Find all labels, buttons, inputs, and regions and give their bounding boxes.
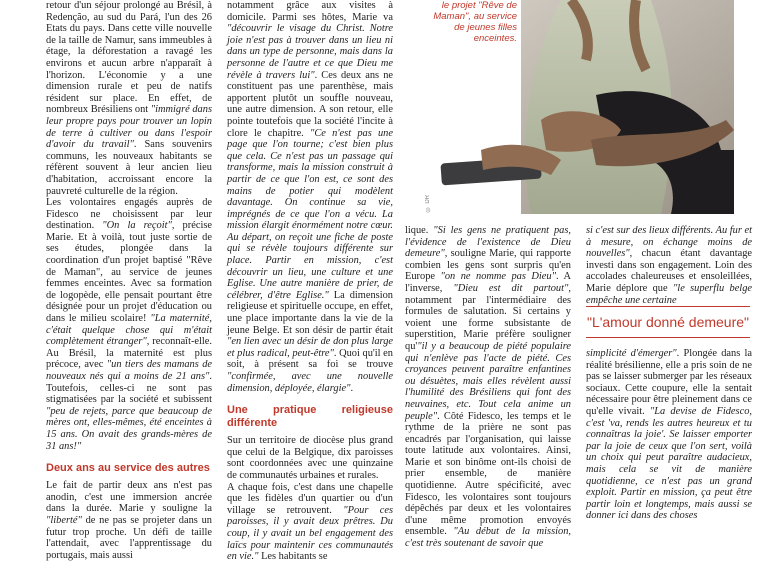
paragraph: lique. "Si les gens ne pratiquent pas, l'évidence de l'existence de Dieu demeure", souligne Marie, qui rapporte combien les gens sont surpris qu'en Europe "on ne nomme pas Dieu". A l'inverse, "Dieu est dit partout", notamment par l'intermédiaire des formules de salutation. Si certains y voient une forme subsistante de superstition, Marie préfère souligner qu'"il y a beaucoup de piété populaire qui n'enlève pas l'acte de piété. Ces croyances peuvent paraître enfantines ou désuètes, mais elles révèlent aussi l'humilité des Brésiliens qui font des neuvaines, etc. Tout cela anime un peuple". Côté Fidesco, les temps et le rythme de la prière ne sont pas encadrés par l'organisation, qui laisse toute latitude aux volontaires. Ainsi, Marie et son binôme ont-ils choisi de prier ensemble, de manière quotidienne. Autre spécificité, avec Fidesco, les volontaires sont toujours dépêchés par deux et les volontaires d'une même promotion envoyés ensemble. "Au début de la mission, c'est très soutenant de savoir que bbox=[405, 225, 572, 550]
pull-quote: "L'amour donné demeure" bbox=[586, 306, 750, 338]
paragraph: Les volontaires engagés auprès de Fidesco ne choisissent par leur destination. "On la reçoit", précise Marie. Et à voilà, tout juste sortie de ses études, plongée dans la coordination d'un projet baptisé "Rêve de Maman", au service de jeunes femmes enceintes. Avec sa formation de logopède, elle pensait pourtant être désignée pour un projet d'éducation ou dans le milieu scolaire! "La maternité, c'était quelque chose qui m'était complètement étranger", reconnaît-elle. Au Brésil, la maternité est plus précoce, avec "un tiers des mamans de nouveaux nés qui a moins de 21 ans". Toutefois, celles-ci ne sont pas stigmatisées par la société et subissent "peu de rejets, parce que beaucoup de mères ont, elles-mêmes, été enceintes à 15 ans. On avait des grands-mères de 31 ans!" bbox=[46, 197, 213, 452]
article-column-3 bbox=[405, 225, 571, 550]
paragraph: si c'est sur des lieux différents. Au fur et à mesure, on échange moins de nouvelles", chacun étant davantage investi dans son engagement. Loin des accolades chaleureuses et ensoleillées, Marie déplore que "le superflu belge empêche une certaine bbox=[586, 225, 752, 306]
paragraph: Le fait de partir deux ans n'est pas anodin, c'est une immersion ancrée dans la durée. Marie y souligne la "liberté" de ne pas se projeter dans un futur trop proche. Un défi de taille l'attendait, avec l'apprentissage du portugais, mais aussi bbox=[46, 480, 212, 561]
article-column-2 bbox=[227, 0, 393, 563]
paragraph: simplicité d'émerger". Plongée dans la réalité brésilienne, elle a pris soin de ne pas se laisser submerger par les réseaux sociaux. Cette coupure, elle la sentait nécessaire pour être pleinement dans ce qu'elle vivait. "La devise de Fidesco, c'est 'va, rends les autres heureux et tu connaîtras la joie'. Se laisser emporter par la joie de ceux que l'on sert, voilà un choix qui peut paraître audacieux, mais cela se vit de manière quotidienne, ce n'est pas un grand exploit. Partir en mission, ça peut être partir loin et longtemps, mais aussi se donner ici dans des choses bbox=[586, 348, 752, 522]
article-column-4-continued bbox=[586, 348, 752, 522]
section-heading: Deux ans au service des autres bbox=[46, 462, 210, 475]
paragraph: retour d'un séjour prolongé au Brésil, à Redenção, au sud du Pará, l'un des 26 Etats du pays. Dans cette ville nouvelle de la taille de Namur, sans immeubles à étage, la déforestation a ravagé les environs et aucun arbre n'apparaît à l'horizon. L'économie y a une dimension rurale et peu de natifs résident sur place. En effet, de nombreux Brésiliens ont "immigré dans leur propre pays pour trouver un lopin de terre à cultiver ou dans l'espoir d'avoir du travail". Sans souvenirs communs, les nouveaux habitants se réfèrent souvent à leur ancien lieu d'habitation, accroissant encore la pauvreté culturelle de la région. bbox=[46, 0, 212, 197]
article-column-4 bbox=[586, 225, 752, 306]
paragraph: A chaque fois, c'est dans une chapelle que les fidèles d'un quartier ou d'un village se retrouvent. "Pour ces paroisses, il y avait deux prêtres. Du coup, il y avait un bel engagement des laïcs pour maintenir ces communautés en vie." Les habitants se bbox=[227, 481, 393, 563]
section-heading: Une pratique religieuse différente bbox=[227, 404, 393, 430]
photo-caption: le projet "Rêve de Maman", au service de jeunes filles enceintes. bbox=[433, 0, 517, 44]
article-column-1 bbox=[46, 0, 212, 561]
paragraph: Sur un territoire de diocèse plus grand que celui de la Belgique, dix paroisses sont coordonnées avec une quinzaine de communautés urbaines et rurales. bbox=[227, 435, 393, 481]
paragraph: notamment grâce aux visites à domicile. Parmi ses hôtes, Marie va "découvrir le visage du Christ. Notre joie n'est pas à trouver dans un lieu ni dans un type de personne, mais dans la personne de l'autre et ce que Dieu me révèle à travers lui". Ces deux ans ne constituent pas une parenthèse, mais apportent plutôt un souffle nouveau, une autre dimension. A son retour, elle pointe toutefois que la société l'incite à clore le chapitre. "Ce n'est pas une page que l'on tourne; c'est bien plus que cela. Ce n'est pas un passage qui transforme, mais la mission construit à partir de ce que l'on est, ce sont des mains de potier qui modèlent davantage. On continue sa vie, imprégnés de ce que l'on a vécu. La mission élargit énormément notre cœur. Au départ, on reçoit une fiche de poste qui se révèle toujours différente sur place. Partir en mission, c'est découvrir un lieu, une culture et une Eglise. Une autre manière de prier, de célébrer, d'être Eglise." La dimension religieuse et spirituelle occupe, en effet, une place importante dans la vie de la jeune Belge. Et son désir de partir était "en lien avec un désir de don plus large et plus radical, peut-être". Quoi qu'il en soit, à présent sa foi se trouve "confirmée, avec une nouvelle dimension, déployée, élargie". bbox=[227, 0, 393, 394]
photo-credit: © DR bbox=[425, 195, 431, 212]
